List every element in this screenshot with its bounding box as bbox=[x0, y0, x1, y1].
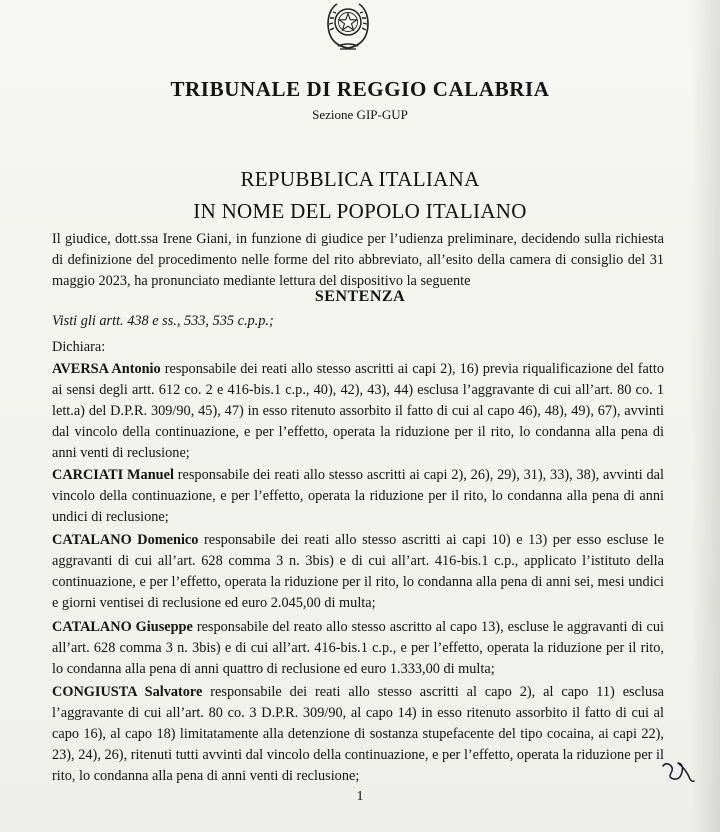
defendant-name: CONGIUSTA Salvatore bbox=[52, 684, 203, 700]
defendant-verdict: responsabile del reato allo stesso ascritto al capo 13), escluse le aggravanti di cui all’art. 628 comma 3 n. 3bis) e di cui all’art. 416-bis.1 c.p., e per l’effetto, operata la riduzione per il rito, lo condanna alla pena di anni quattro di reclusione ed euro 1.333,00 di multa; bbox=[52, 619, 664, 677]
court-name: TRIBUNALE DI REGGIO CALABRIA bbox=[170, 77, 550, 101]
court-section: Sezione GIP-GUP bbox=[312, 107, 408, 122]
handwritten-initials-icon bbox=[660, 757, 696, 785]
defendant-paragraph bbox=[52, 359, 664, 464]
defendant-name: CARCIATI Manuel bbox=[52, 467, 174, 483]
defendant-verdict: responsabile dei reati allo stesso ascritti ai capi 2), 16) previa riqualificazione del fatto ai sensi degli artt. 612 co. 2 e 416-bis.1 c.p., 40), 42), 43), 44) esclusa l’aggravante di cui all’art. 80 co. 1 lett.a) del D.P.R. 309/90, 45), 47) in esso ritenuto assorbito il fatto di cui al capo 46), 48), 49), 67), avvinti dal vincolo della continuazione, e per l’effetto, operata la riduzione per il rito, lo condanna alla pena di anni venti di reclusione; bbox=[52, 361, 664, 461]
defendant-verdict: responsabile dei reati allo stesso ascritti ai capi 10) e 13) per esso escluse le aggravanti di cui all’art. 628 comma 3 n. 3bis) e di cui all’art. 416-bis.1 c.p., applicato l’istituto della continuazione, e per l’effetto, operata la riduzione per il rito, lo condanna alla pena di anni sei, mesi undici e giorni ventisei di reclusione ed euro 2.045,00 di multa; bbox=[52, 532, 664, 611]
intro-paragraph: Il giudice, dott.ssa Irene Giani, in funzione di giudice per l’udienza preliminare, decidendo sulla richiesta di definizione del procedimento nelle forme del rito abbreviato, all’esito della camera di consiglio del 31 maggio 2023, ha pronunciato mediante lettura del dispositivo la seguente bbox=[52, 231, 664, 289]
page-number: 1 bbox=[356, 789, 364, 804]
defendant-name: AVERSA Antonio bbox=[52, 361, 161, 377]
people-title: IN NOME DEL POPOLO ITALIANO bbox=[193, 199, 527, 223]
declares-label: Dichiara: bbox=[52, 339, 106, 355]
defendant-verdict: responsabile dei reati allo stesso ascritti ai capi 2), 26), 29), 31), 33), 38), avvinti dal vincolo della continuazione, e per l’effetto, operata la riduzione per il rito, lo condanna alla pena di anni undici di reclusione; bbox=[52, 467, 664, 525]
italian-republic-emblem-icon bbox=[324, 0, 372, 54]
defendant-name: CATALANO Giuseppe bbox=[52, 619, 193, 635]
republic-title: REPUBBLICA ITALIANA bbox=[240, 167, 480, 191]
sentence-heading: SENTENZA bbox=[314, 288, 406, 305]
legal-references: Visti gli artt. 438 e ss., 533, 535 c.p.p.; bbox=[52, 313, 274, 329]
defendant-paragraph bbox=[52, 530, 664, 614]
defendant-name: CATALANO Domenico bbox=[52, 532, 199, 548]
defendant-paragraph bbox=[52, 465, 664, 528]
page-edge-shadow bbox=[690, 0, 720, 832]
defendant-paragraph bbox=[52, 682, 664, 787]
defendant-paragraph bbox=[52, 617, 664, 680]
defendant-verdict: responsabile dei reati allo stesso ascritti al capo 2), al capo 11) esclusa l’aggravante di cui all’art. 80 co. 3 D.P.R. 309/90, al capo 14) in esso ritenuto assorbito il fatto di cui al capo 16), al capo 18) limitatamente alla detenzione di sostanza stupefacente del tipo cocaina, ai capi 22), 23), 24), 26), ritenuti tutti avvinti dal vincolo della continuazione, e per l’effetto, operata la riduzione per il rito, lo condanna alla pena di anni venti di reclusione; bbox=[52, 684, 664, 784]
